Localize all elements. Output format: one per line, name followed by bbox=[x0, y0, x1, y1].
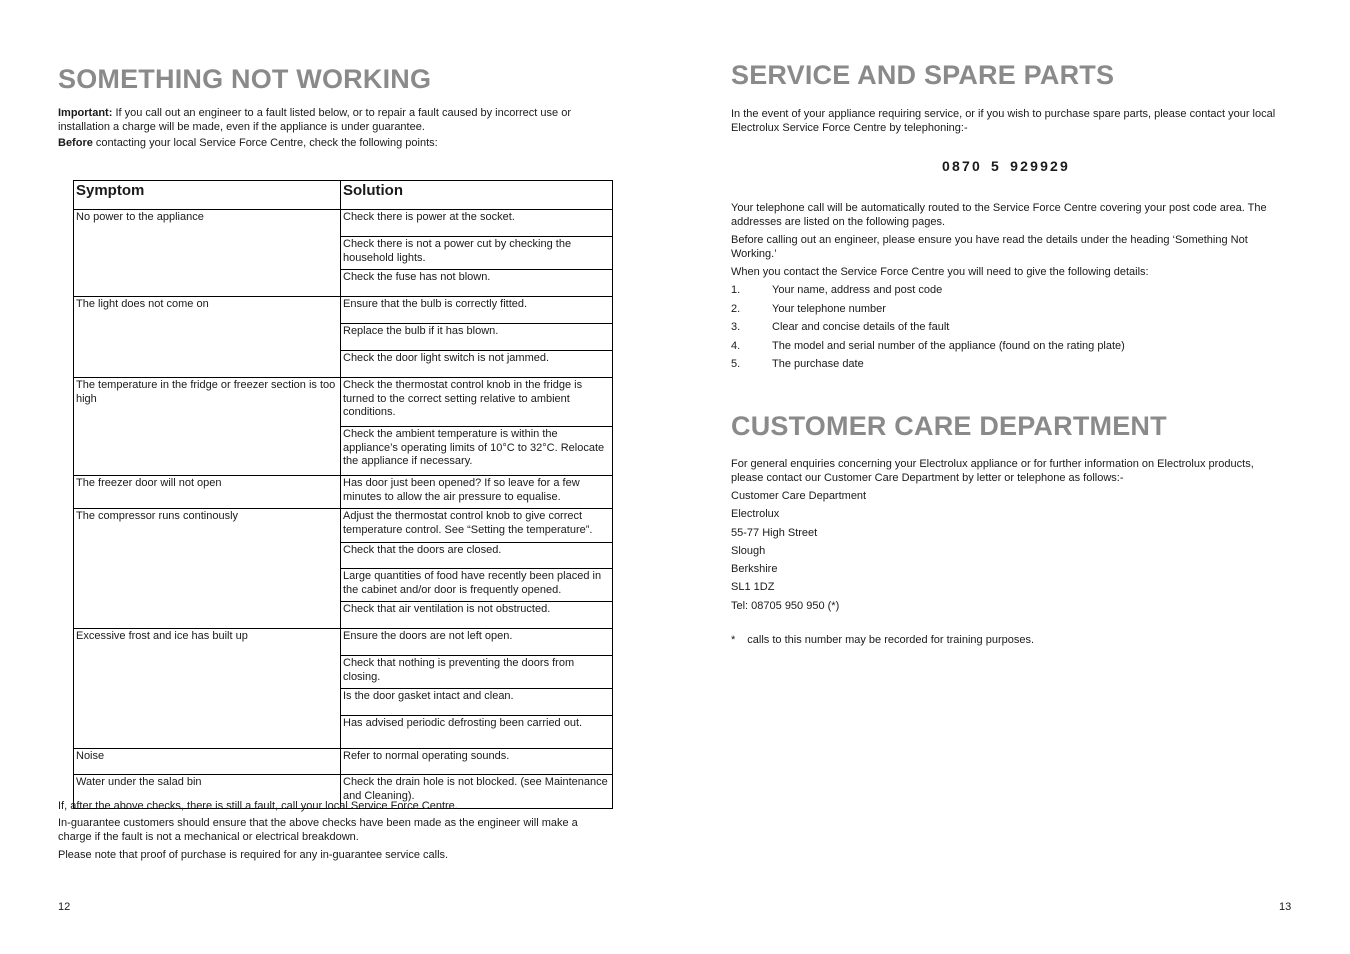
page-title-something-not-working: SOMETHING NOT WORKING bbox=[58, 64, 432, 94]
footnote bbox=[731, 634, 1291, 648]
solution-cell: Ensure that the bulb is correctly fitted. bbox=[341, 297, 613, 324]
before-label: Before bbox=[58, 137, 93, 149]
list-item-number: 4. bbox=[731, 339, 741, 352]
important-notice bbox=[58, 107, 603, 134]
symptom-cell: The freezer door will not open bbox=[74, 476, 341, 509]
service-intro: In the event of your appliance requiring service, or if you wish to purchase spare parts, please contact your local Electrolux Service Force Centre by telephoning:- bbox=[731, 108, 1276, 134]
solution-cell: Check that air ventilation is not obstructed. bbox=[341, 602, 613, 629]
table-row bbox=[74, 297, 613, 324]
footnote-mark: * bbox=[731, 634, 736, 646]
list-item-text: Your name, address and post code bbox=[772, 284, 943, 296]
page-number-left: 12 bbox=[58, 901, 71, 913]
table-row bbox=[74, 476, 613, 509]
table-row bbox=[74, 509, 613, 543]
address-line: Tel: 08705 950 950 (*) bbox=[731, 599, 840, 612]
solution-cell: Ensure the doors are not left open. bbox=[341, 629, 613, 656]
symptom-cell: Excessive frost and ice has built up bbox=[74, 629, 341, 749]
solution-cell: Replace the bulb if it has blown. bbox=[341, 324, 613, 351]
solution-cell: Check there is not a power cut by checking the household lights. bbox=[341, 237, 613, 270]
symptom-cell: The compressor runs continously bbox=[74, 509, 341, 629]
details-list bbox=[731, 284, 1291, 377]
before-notice bbox=[58, 137, 618, 151]
list-item-text: Clear and concise details of the fault bbox=[772, 321, 950, 333]
routing-text: Your telephone call will be automatically routed to the Service Force Centre covering your post code area. The addresses are listed on the following pages. bbox=[731, 202, 1267, 228]
solution-cell: Has door just been opened? If so leave for a few minutes to allow the air pressure to equalise. bbox=[341, 476, 613, 509]
address-line: SL1 1DZ bbox=[731, 581, 775, 594]
list-item bbox=[731, 284, 1291, 303]
solution-cell: Check the ambient temperature is within the appliance’s operating limits of 10°C to 32°C. Relocate the appliance if necessary. bbox=[341, 427, 613, 476]
page-title-service-and-spare-parts: SERVICE AND SPARE PARTS bbox=[731, 60, 1115, 90]
list-item-number: 5. bbox=[731, 358, 741, 370]
table-row bbox=[74, 210, 613, 237]
table-row bbox=[74, 749, 613, 775]
solution-cell: Large quantities of food have recently been placed in the cabinet and/or door is frequently opened. bbox=[341, 569, 613, 602]
care-address bbox=[731, 490, 1291, 618]
service-phone-number: 0870 5 929929 bbox=[942, 158, 1071, 174]
before-calling-text: Before calling out an engineer, please ensure you have read the details under the heading ‘Something Not Working.’ bbox=[731, 234, 1248, 260]
solution-cell: Check the thermostat control knob in the fridge is turned to the correct setting relative to ambient conditions. bbox=[341, 378, 613, 427]
list-item bbox=[731, 340, 1291, 359]
solution-cell: Check the drain hole is not blocked. (see Maintenance and Cleaning). bbox=[341, 775, 613, 809]
list-item-number: 2. bbox=[731, 302, 741, 315]
solution-cell: Check the door light switch is not jammed. bbox=[341, 351, 613, 378]
list-item bbox=[731, 321, 1291, 340]
solution-header: Solution bbox=[341, 181, 613, 210]
important-text: If you call out an engineer to a fault listed below, or to repair a fault caused by incorrect use or installation a charge will be made, even if the appliance is under guarantee. bbox=[58, 107, 571, 133]
solution-cell: Check that the doors are closed. bbox=[341, 543, 613, 569]
symptom-cell: The temperature in the fridge or freezer section is too high bbox=[74, 378, 341, 476]
list-item-text: The model and serial number of the appliance (found on the rating plate) bbox=[772, 339, 1125, 352]
list-item bbox=[731, 303, 1291, 322]
in-guarantee-text: In-guarantee customers should ensure that the above checks have been made as the engineer will make a charge if the fault is not a mechanical or electrical breakdown. bbox=[58, 817, 578, 843]
list-item-text: Your telephone number bbox=[772, 302, 886, 315]
address-line: Berkshire bbox=[731, 563, 778, 576]
table-row bbox=[74, 378, 613, 427]
page-title-customer-care: CUSTOMER CARE DEPARTMENT bbox=[731, 411, 1167, 441]
before-text: contacting your local Service Force Centre, check the following points: bbox=[92, 137, 438, 149]
list-item-number: 3. bbox=[731, 321, 741, 333]
table-row bbox=[74, 629, 613, 656]
solution-cell: Check there is power at the socket. bbox=[341, 210, 613, 237]
symptom-cell: Noise bbox=[74, 749, 341, 775]
solution-cell: Has advised periodic defrosting been carried out. bbox=[341, 716, 613, 749]
details-intro: When you contact the Service Force Centre you will need to give the following details: bbox=[731, 266, 1149, 278]
solution-cell: Check that nothing is preventing the doors from closing. bbox=[341, 656, 613, 689]
address-line: Electrolux bbox=[731, 508, 780, 521]
symptom-cell: The light does not come on bbox=[74, 297, 341, 378]
proof-of-purchase-text: Please note that proof of purchase is required for any in-guarantee service calls. bbox=[58, 849, 449, 861]
address-line: Slough bbox=[731, 544, 766, 557]
address-line: 55-77 High Street bbox=[731, 526, 818, 539]
list-item-number: 1. bbox=[731, 284, 741, 296]
solution-cell: Check the fuse has not blown. bbox=[341, 270, 613, 297]
important-label: Important: bbox=[58, 107, 113, 119]
solution-cell: Is the door gasket intact and clean. bbox=[341, 689, 613, 716]
care-intro: For general enquiries concerning your Electrolux appliance or for further information on Electrolux products, please contact our Customer Care Department by letter or telephone as follows:- bbox=[731, 458, 1254, 484]
after-checks-text: If, after the above checks, there is still a fault, call your local Service Force Centre. bbox=[58, 800, 458, 812]
list-item-text: The purchase date bbox=[772, 358, 864, 370]
table-header-row bbox=[74, 181, 613, 210]
page-number-right: 13 bbox=[1279, 901, 1292, 913]
solution-cell: Refer to normal operating sounds. bbox=[341, 749, 613, 775]
list-item bbox=[731, 358, 1291, 377]
footnote-text: calls to this number may be recorded for training purposes. bbox=[747, 634, 1035, 646]
solution-cell: Adjust the thermostat control knob to give correct temperature control. See “Setting the temperature”. bbox=[341, 509, 613, 543]
symptom-cell: No power to the appliance bbox=[74, 210, 341, 297]
troubleshooting-table bbox=[73, 180, 613, 809]
symptom-header: Symptom bbox=[74, 181, 341, 210]
address-line: Customer Care Department bbox=[731, 490, 867, 502]
symptom-cell: Water under the salad bin bbox=[74, 775, 341, 809]
